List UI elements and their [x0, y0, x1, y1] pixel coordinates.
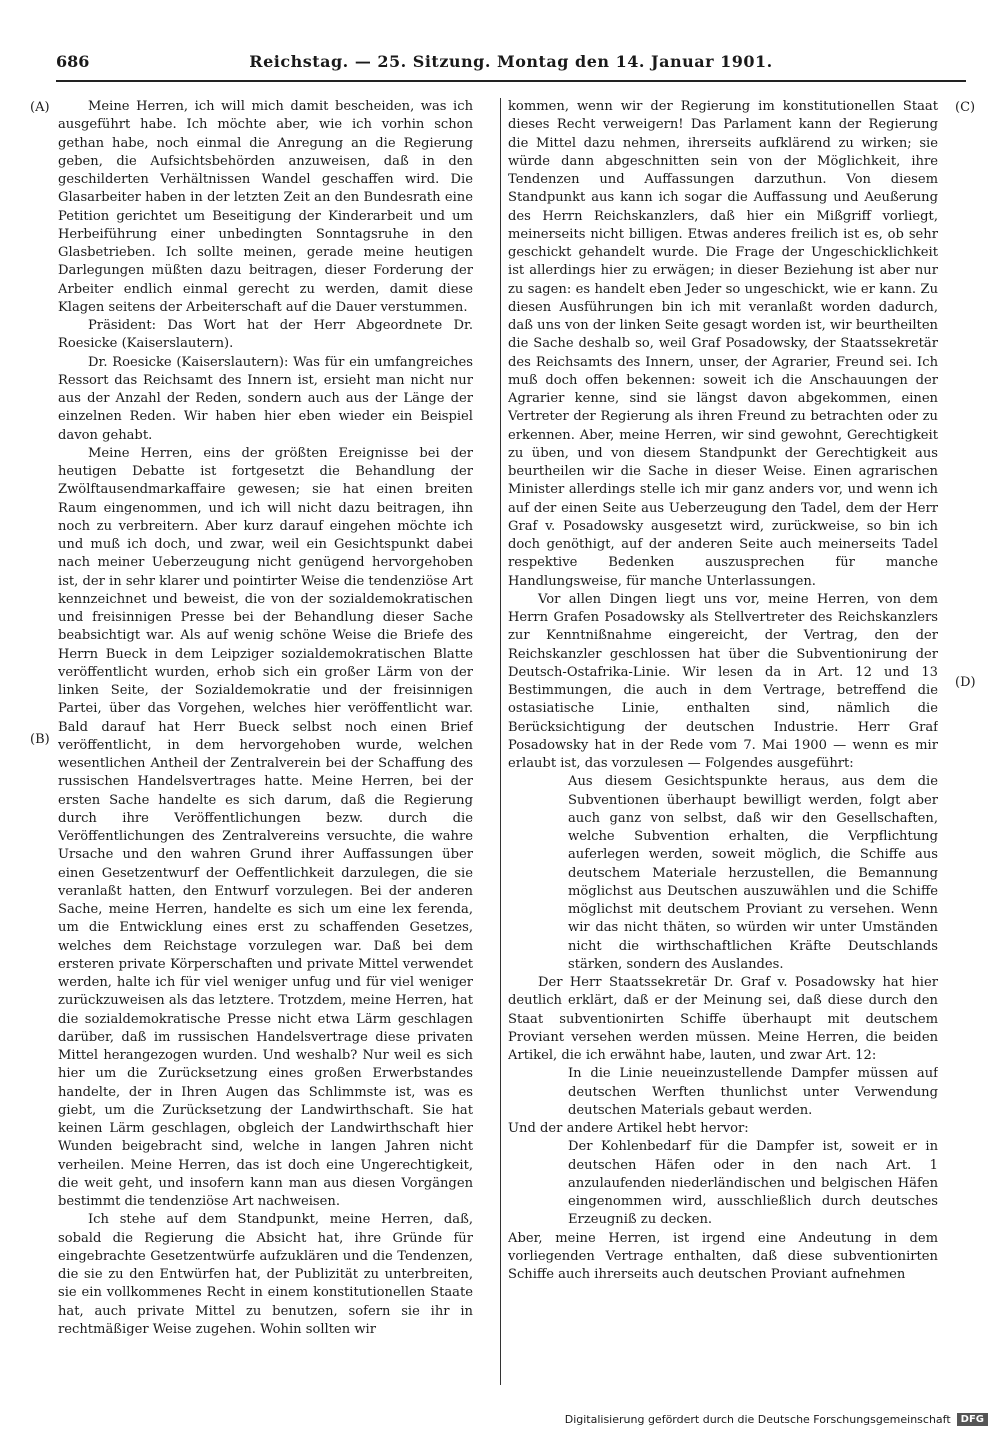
paragraph: Meine Herren, ich will mich damit bescheiden, was ich ausgeführt habe. Ich möchte aber, wie ich vorhin schon gethan habe, noch einmal die Anregung an die Regierung geben, die Aufsichtsbehörden anzuweisen, daß in den geschilderten Verhältnissen Wandel geschaffen wird. Die Glasarbeiter haben in der letzten Zeit an den Bundesrath eine Petition gerichtet um Beseitigung der Kinderarbeit und um Herbeiführung einer unbedingten Sonntagsruhe in den Glasbetrieben. Ich sollte meinen, gerade meine heutigen Darlegungen müßten dazu beitragen, dieser Forderung der Arbeiter endlich einmal gerecht zu werden, damit diese Klagen seitens der Arbeiterschaft auf die Dauer verstummen.	[58, 99, 473, 315]
paragraph: kommen, wenn wir der Regierung im konstitutionellen Staat dieses Recht verweigern! Das Parlament kann der Regierung die Mittel dazu nehmen, ihrerseits aufklärend zu wirken; sie würde dann abgeschnitten sein von der Möglichkeit, ihre Tendenzen und Auffassungen darzuthun. Von diesem Standpunkt aus kann ich sogar die Auffassung und Aeußerung des Herrn Reichskanzlers, daß hier ein Mißgriff vorliegt, meinerseits nicht billigen. Etwas anderes freilich ist es, ob sehr geschickt gehandelt wurde. Die Frage der Ungeschicklichkeit ist allerdings hier zu erwägen; in dieser Beziehung ist aber nur zu sagen: es handelt eben Jeder so ungeschickt, wie er kann. Zu diesen Ausführungen bin ich mit veranlaßt worden dadurch, daß uns von der linken Seite gesagt worden ist, wir beurtheilten die Sache deshalb so, weil Graf Posadowsky, der Staatssekretär des Reichsamts des Innern, unser, der Agrarier, Freund sei. Ich muß doch offen bekennen: soweit ich die Anschauungen der Agrarier kenne, sind sie längst davon abgekommen, einen Vertreter der Regierung als ihren Freund zu betrachten oder zu erkennen. Aber, meine Herren, wir sind gewohnt, Gerechtigkeit zu üben, und von diesem Standpunkt der Gerechtigkeit aus beurtheilen wir die Sache in dieser Weise. Einen agrarischen Minister allerdings stelle ich mir ganz anders vor, und wenn ich auf der einen Seite aus Ueberzeugung den Tadel, dem der Herr Graf v. Posadowsky ausgesetzt wird, zurückweise, so bin ich doch genöthigt, auf der anderen Seite auch meinerseits Tadel respektive Bedenken auszusprechen für manche Handlungsweise, für manche Unterlassungen.	[508, 99, 938, 589]
dfg-logo: DFG	[957, 1413, 988, 1426]
running-title: Reichstag. — 25. Sitzung. Montag den 14. Januar 1901.	[249, 52, 773, 71]
paragraph: Vor allen Dingen liegt uns vor, meine Herren, von dem Herrn Grafen Posadowsky als Stellvertreter des Reichskanzlers zur Kenntnißnahme eingereicht, der Vertrag, den der Reichskanzler geschlossen hat über die Subventionirung der Deutsch-Ostafrika-Linie. Wir lesen da in Art. 12 und 13 Bestimmungen, die auch in dem Vertrage, betreffend die ostasiatische Linie, enthalten sind, nämlich die Berücksichtigung der deutschen Industrie. Herr Graf Posadowsky hat in der Rede vom 7. Mai 1900 — wenn es mir erlaubt ist, das vorzulesen — Folgendes ausgeführt:	[508, 591, 938, 771]
paragraph: Präsident: Das Wort hat der Herr Abgeordnete Dr. Roesicke (Kaiserslautern).	[58, 318, 473, 352]
margin-mark-b: (B)	[30, 732, 50, 747]
paragraph: Der Herr Staatssekretär Dr. Graf v. Posadowsky hat hier deutlich erklärt, daß er der Meinung sei, daß diese durch den Staat subventionirten Schiffe überhaupt mit deutschem Proviant versehen werden müssen. Meine Herren, die beiden Artikel, die ich erwähnt habe, lauten, und zwar Art. 12:	[508, 975, 938, 1063]
margin-mark-c: (C)	[955, 100, 976, 115]
block-quote: Aus diesem Gesichtspunkte heraus, aus dem die Subventionen überhaupt bewilligt werden, folgt aber auch ganz von selbst, daß wir den Gesellschaften, welche Subvention erhalten, die Verpflichtung auferlegen werden, soweit möglich, die Schiffe aus deutschem Materiale herzustellen, die Bemannung möglichst aus Deutschen auszuwählen und die Schiffe möglichst mit deutschem Proviant zu versehen. Wenn wir das nicht thäten, so würden wir unter Umständen nicht die wirthschaftlichen Kräfte Deutschlands stärken, sondern des Auslandes.	[568, 774, 938, 972]
block-quote: Der Kohlenbedarf für die Dampfer ist, soweit er in deutschen Häfen oder in den nach Art. 1 anzulaufenden niederländischen und belgischen Häfen eingenommen wird, ausschließlich durch deutsches Erzeugniß zu decken.	[568, 1139, 938, 1228]
credit-text: Digitalisierung gefördert durch die Deutsche Forschungsgemeinschaft	[564, 1413, 951, 1426]
paragraph: Und der andere Artikel hebt hervor:	[508, 1121, 749, 1136]
page-number: 686	[56, 52, 90, 71]
paragraph: Meine Herren, eins der größten Ereignisse bei der heutigen Debatte ist fortgesetzt die Behandlung der Zwölftausendmarkaffaire gewesen; sie hat einen breiten Raum eingenommen, und ich will nicht dazu beitragen, ihn noch zu verbreitern. Aber kurz darauf eingehen möchte ich und muß ich doch, und zwar, weil ein Gesichtspunkt dabei nach meiner Ueberzeugung nicht genügend hervorgehoben ist, der in sehr klarer und pointirter Weise die tendenziöse Art kennzeichnet und beweist, die von der sozialdemokratischen und freisinnigen Presse bei der Behandlung dieser Sache beabsichtigt war. Als auf wenig schöne Weise die Briefe des Herrn Bueck in dem Leipziger sozialdemokratischen Blatte veröffentlicht wurden, erhob sich ein großer Lärm von der linken Seite, der Sozialdemokratie und der freisinnigen Partei, über das Vorgehen, welches hier veröffentlicht war. Bald darauf hat Herr Bueck selbst noch einen Brief veröffentlicht, in dem hervorgehoben wurde, welchen wesentlichen Antheil der Zentralverein bei der Schaffung des russischen Handelsvertrages hatte. Meine Herren, bei der ersten Sache handelte es sich darum, daß die Regierung durch ihre Veröffentlichungen bezw. durch die Veröffentlichungen des Zentralvereins versuchte, die wahre Ursache und den wahren Grund ihrer Auffassungen über einen Gesetzentwurf der Oeffentlichkeit darzulegen, die sie veranlaßt hatten, den Entwurf vorzulegen. Bei der anderen Sache, meine Herren, handelte es sich um eine lex ferenda, um die Entwicklung eines erst zu schaffenden Gesetzes, welches dem Reichstage vorzulegen war. Daß bei dem ersteren private Körperschaften und private Mittel verwendet werden, halte ich für viel weniger unfug und für viel weniger zurückzuweisen als das letztere. Trotzdem, meine Herren, hat die sozialdemokratische Presse nicht etwa Lärm geschlagen darüber, daß im russischen Handelsvertrage diese privaten Mittel herangezogen wurden. Und weshalb? Nur weil es sich hier um die Zurücksetzung eines großen Erwerbstandes handelte, der in Ihren Augen das Schlimmste ist, was es giebt, um die Zurücksetzung der Landwirthschaft. Sie hat keinen Lärm geschlagen, obgleich der Landwirthschaft hier Wunden beigebracht sind, welche in langen Jahren nicht verheilen. Meine Herren, das ist doch eine Ungerechtigkeit, die weit geht, und insofern kann man aus diesen Vorgängen bestimmt die tendenziöse Art nachweisen.	[58, 445, 473, 1209]
block-quote: In die Linie neueinzustellende Dampfer müssen auf deutschen Werften thunlichst unter Verwendung deutschen Materials gebaut werden.	[568, 1066, 938, 1118]
margin-mark-a: (A)	[30, 100, 50, 115]
right-column	[508, 98, 938, 1388]
paragraph: Dr. Roesicke (Kaiserslautern): Was für ein umfangreiches Ressort das Reichsamt des Innern ist, ersieht man nicht nur aus der Anzahl der Reden, sondern auch aus der Länge der einzelnen Reden. Wir haben hier eben wieder ein Beispiel davon gehabt.	[58, 354, 473, 443]
digitization-credit	[565, 1413, 988, 1426]
left-column	[58, 98, 473, 1388]
paragraph: Ich stehe auf dem Standpunkt, meine Herren, daß, sobald die Regierung die Absicht hat, ihre Gründe für eingebrachte Gesetzentwürfe aufzuklären und die Tendenzen, die sie zu den Entwürfen hat, der Publizität zu unterbreiten, sie ein vollkommenes Recht in einem konstitutionellen Staate hat, auch private Mittel zu benutzen, sofern sie ihr in rechtmäßiger Weise zugehen. Wohin sollten wir	[58, 1212, 473, 1337]
margin-mark-d: (D)	[955, 675, 976, 690]
page-header	[56, 52, 966, 82]
column-divider	[500, 98, 501, 1385]
paragraph: Aber, meine Herren, ist irgend eine Andeutung in dem vorliegenden Vertrage enthalten, daß diese subventionirten Schiffe auch ihrerseits auch deutschen Proviant aufnehmen	[508, 1230, 938, 1282]
header-rule	[56, 80, 966, 82]
